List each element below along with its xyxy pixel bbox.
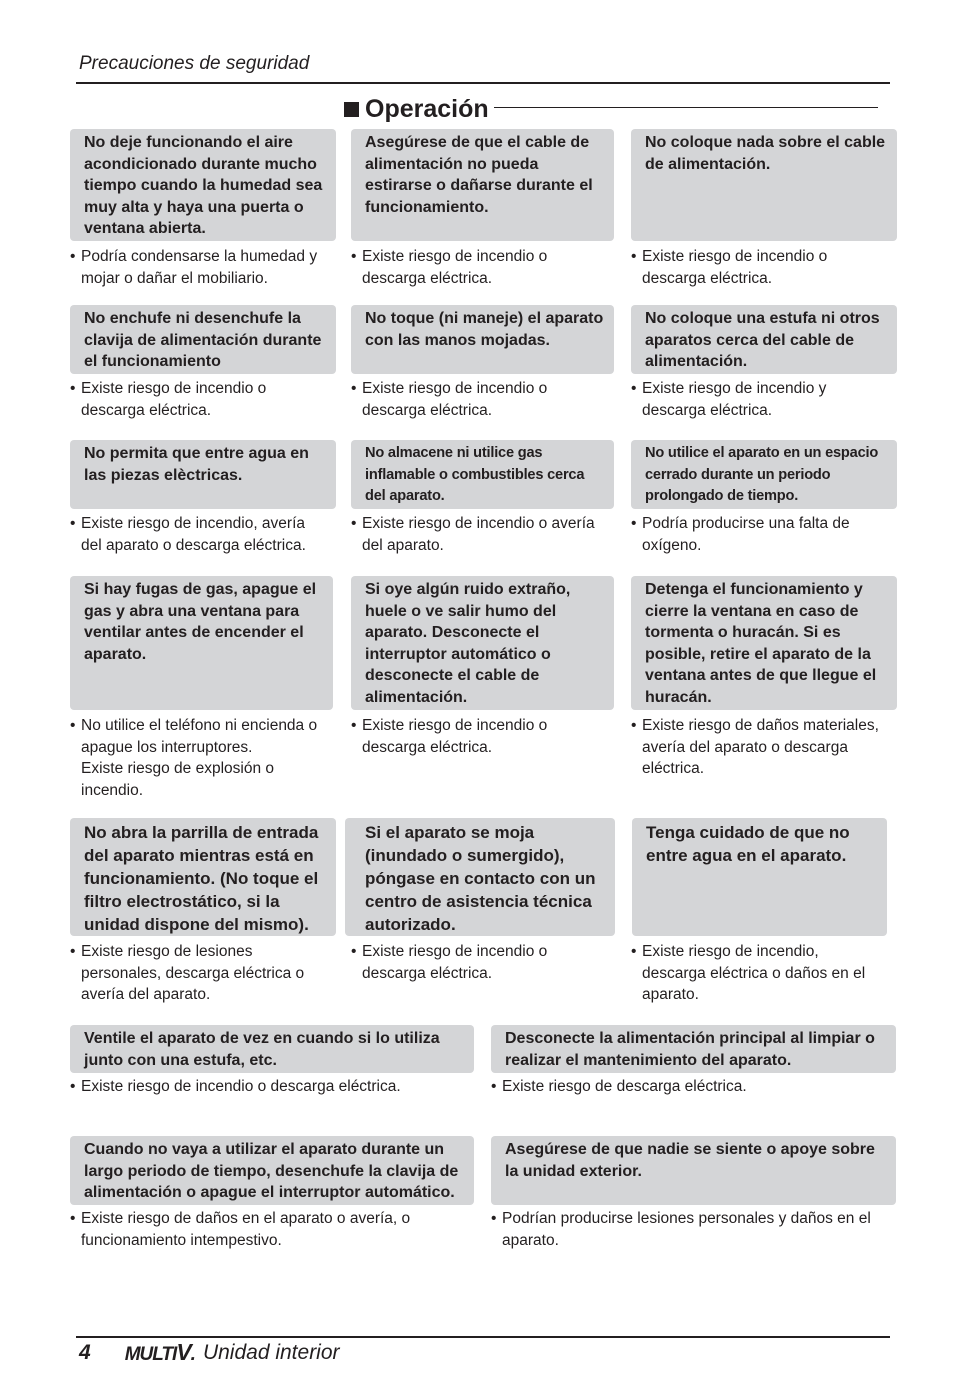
warning-box: No almacene ni utilice gas inflamable o combustibles cerca del aparato. [351,440,614,509]
warning-note: • Existe riesgo de incendio o descarga eléctrica. [351,943,548,982]
warning-note: • Existe riesgo de daños materiales, avería del aparato o descarga eléctrica. [631,717,879,778]
square-bullet-icon [344,102,359,117]
warning-box: No coloque una estufa ni otros aparatos cerca del cable de alimentación. [631,305,897,374]
section-title [344,95,489,124]
warning-note: • Podría producirse una falta de oxígeno. [631,515,850,554]
warning-note: • Existe riesgo de incendio o descarga eléctrica. [631,248,828,287]
warning-box: Cuando no vaya a utilizar el aparato durante un largo periodo de tiempo, desenchufe la clavija de alimentación o apague el interruptor automático. [70,1136,474,1205]
warning-box: Ventile el aparato de vez en cuando si lo utiliza junto con una estufa, etc. [70,1025,474,1073]
warning-note: • Existe riesgo de lesiones personales, descarga eléctrica o avería del aparato. [70,943,305,1004]
warning-note: • No utilice el teléfono ni encienda o apague los interruptores. Existe riesgo de explosión o incendio. [70,717,318,799]
warning-box: Detenga el funcionamiento y cierre la ventana en caso de tormenta o huracán. Si es posible, retire el aparato de la ventana antes de que llegue el huracán. [631,576,897,710]
warning-box: Tenga cuidado de que no entre agua en el aparato. [632,818,887,936]
warning-box: No utilice el aparato en un espacio cerrado durante un periodo prolongado de tiempo. [631,440,897,509]
warning-note: • Existe riesgo de incendio, avería del aparato o descarga eléctrica. [70,515,306,554]
warning-box: No coloque nada sobre el cable de alimentación. [631,129,897,241]
header-rule [76,82,890,84]
running-header: Precauciones de seguridad [79,53,310,74]
page-footer [79,1339,340,1366]
page-number: 4 [79,1340,91,1364]
warning-box: Desconecte la alimentación principal al limpiar o realizar el mantenimiento del aparato. [491,1025,896,1073]
warning-note: • Existe riesgo de daños en el aparato o avería, o funcionamiento intempestivo. [70,1210,411,1249]
warning-box: Asegúrese de que el cable de alimentación no pueda estirarse o dañarse durante el funcionamiento. [351,129,614,241]
warning-note: • Existe riesgo de incendio o descarga eléctrica. [351,717,548,756]
warning-note: • Existe riesgo de incendio o avería del aparato. [351,515,595,554]
warning-note: • Podrían producirse lesiones personales y daños en el aparato. [491,1210,871,1249]
warning-box: Si hay fugas de gas, apague el gas y abra una ventana para ventilar antes de encender el aparato. [70,576,333,710]
warning-box: Si oye algún ruido extraño, huele o ve salir humo del aparato. Desconecte el interruptor automático o desconecte el cable de alimentación. [351,576,614,710]
warning-box: Asegúrese de que nadie se siente o apoye sobre la unidad exterior. [491,1136,896,1205]
warning-note: • Existe riesgo de incendio o descarga eléctrica. [70,1078,401,1095]
warning-note: • Existe riesgo de incendio y descarga eléctrica. [631,380,827,419]
warning-box: Si el aparato se moja (inundado o sumergido), póngase en contacto con un centro de asistencia técnica autorizado. [345,818,615,936]
multi-v-logo: MULTIV. [124,1339,195,1365]
section-title-rule [494,107,878,108]
warning-box: No abra la parrilla de entrada del aparato mientras está en funcionamiento. (No toque el filtro electrostático, si la unidad dispone del mismo). [70,818,336,936]
warning-note: • Existe riesgo de descarga eléctrica. [491,1078,747,1095]
footer-rule [76,1336,890,1338]
warning-box: No enchufe ni desenchufe la clavija de alimentación durante el funcionamiento [70,305,336,374]
warning-note: • Existe riesgo de incendio o descarga eléctrica. [70,380,267,419]
warning-note: • Existe riesgo de incendio o descarga eléctrica. [351,380,548,419]
footer-subtitle: Unidad interior [202,1340,340,1364]
warning-note: • Existe riesgo de incendio o descarga eléctrica. [351,248,548,287]
section-title-text: Operación [365,95,489,123]
warning-box: No toque (ni maneje) el aparato con las manos mojadas. [351,305,614,374]
warning-note: • Podría condensarse la humedad y mojar o dañar el mobiliario. [70,248,318,287]
warning-box: No deje funcionando el aire acondicionado durante mucho tiempo cuando la humedad sea muy alta y haya una puerta o ventana abierta. [70,129,336,241]
warning-box: No permita que entre agua en las piezas elèctricas. [70,440,336,509]
warning-note: • Existe riesgo de incendio, descarga eléctrica o daños en el aparato. [631,943,866,1004]
